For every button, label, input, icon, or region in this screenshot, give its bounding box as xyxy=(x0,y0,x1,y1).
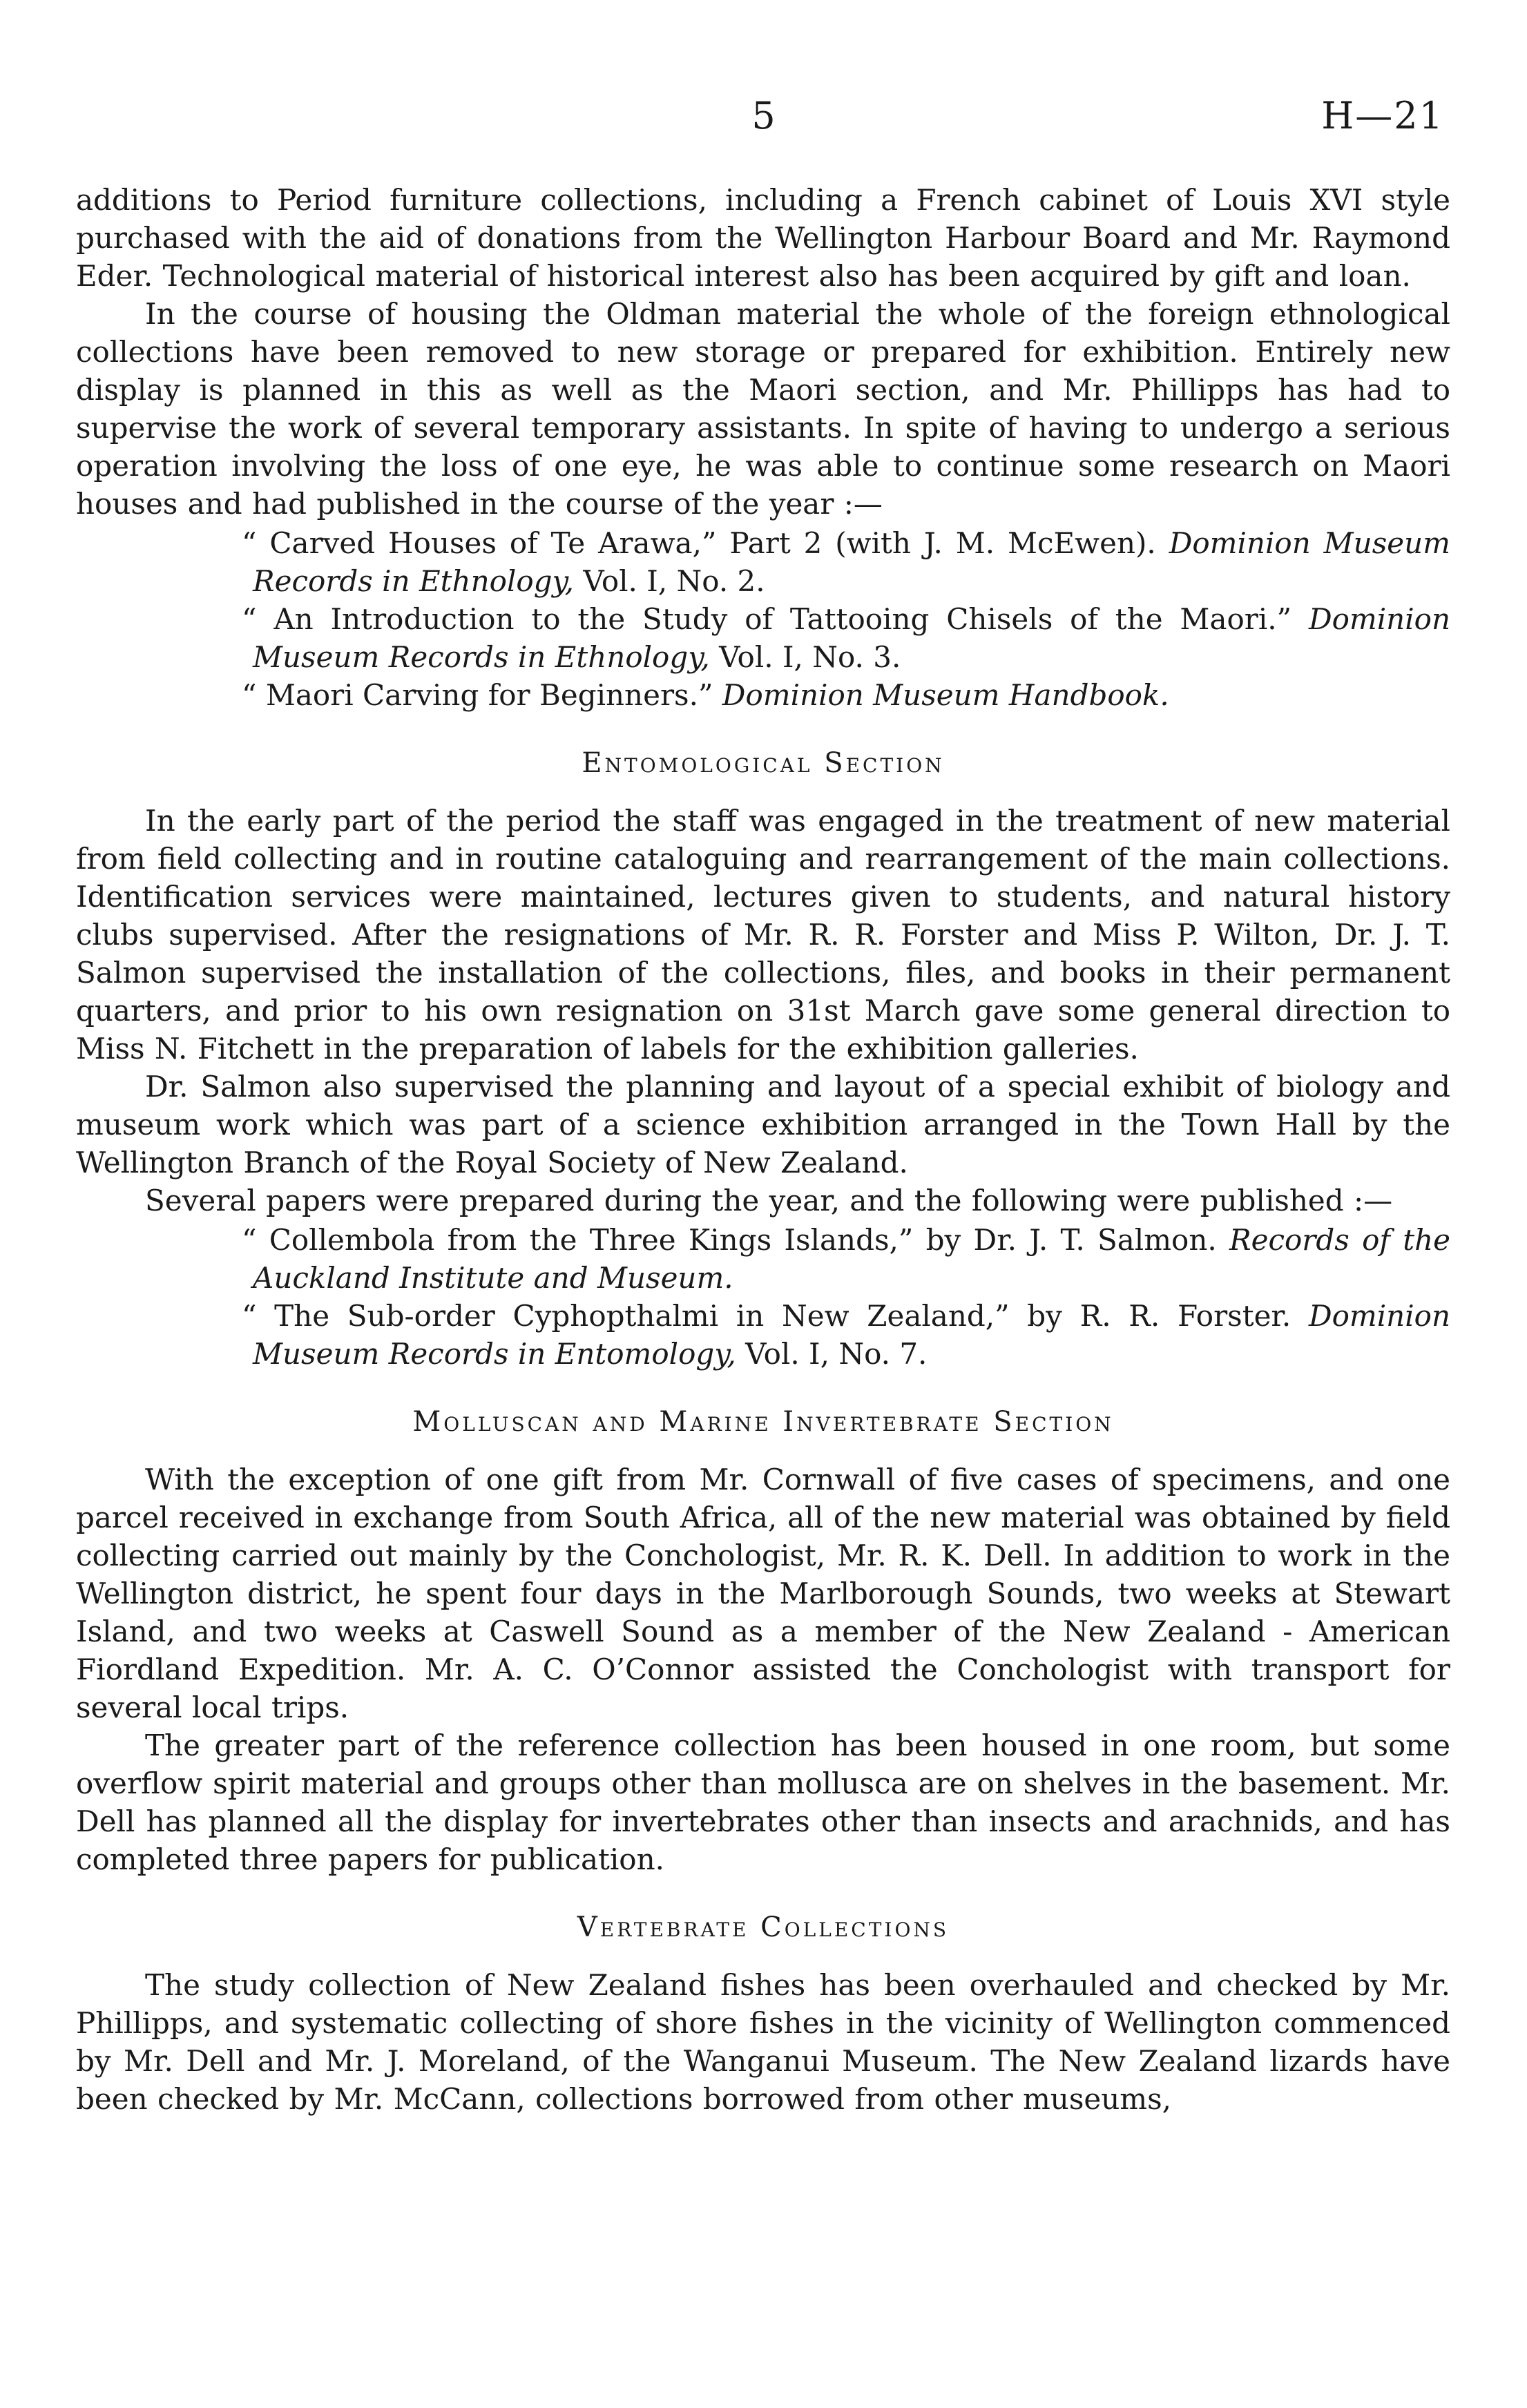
report-code: H—21 xyxy=(1321,94,1444,137)
molluscan-paragraph-1: With the exception of one gift from Mr. Cornwall of five cases of specimens, and one parcel received in exchange from South Africa, all of the new material was obtained by field collecting carried out mainly by the Conchologist, Mr. R. K. Dell. In addition to work in the Wellington district, he spent four days in the Marlborough Sounds, two weeks at Stewart Island, and two weeks at Caswell Sound as a member of the New Zealand - American Fiordland Expedition. Mr. A. C. O’Connor assisted the Conchologist with transport for several local trips. xyxy=(76,1463,1450,1724)
section-heading-entomological: Entomological Section xyxy=(582,747,945,779)
vertebrate-paragraph-1: The study collection of New Zealand fishes has been overhauled and checked by Mr. Phillipps, and systematic collecting of shore fishes in the vicinity of Wellington commenced by Mr. Dell and Mr. J. Moreland, of the Wanganui Museum. The New Zealand lizards have been checked by Mr. McCann, collections borrowed from other museums, xyxy=(76,1968,1450,2116)
publication-item: “ The Sub-order Cyphopthalmi in New Zealand,” by R. R. Forster. Dominion Museum Records in Entomology, Vol. I, No. 7. xyxy=(242,1299,1450,1371)
page-header xyxy=(76,88,1451,144)
page-number: 5 xyxy=(751,94,776,137)
entomological-paragraph-2: Dr. Salmon also supervised the planning and layout of a special exhibit of biology and museum work which was part of a science exhibition arranged in the Town Hall by the Wellington Branch of the Royal Society of New Zealand. xyxy=(76,1070,1450,1179)
entomological-paragraph-1: In the early part of the period the staff was engaged in the treatment of new material from field collecting and in routine cataloguing and rearrangement of the main collections. Identification services were maintained, lectures given to students, and natural history clubs supervised. After the resignations of Mr. R. R. Forster and Miss P. Wilton, Dr. J. T. Salmon supervised the installation of the collections, files, and books in their permanent quarters, and prior to his own resignation on 31st March gave some general direction to Miss N. Fitchett in the preparation of labels for the exhibition galleries. xyxy=(76,804,1450,1066)
molluscan-paragraph-2: The greater part of the reference collection has been housed in one room, but some overflow spirit material and groups other than mollusca are on shelves in the basement. Mr. Dell has planned all the display for invertebrates other than insects and arachnids, and has completed three papers for publication. xyxy=(76,1728,1450,1876)
intro-paragraph-1: additions to Period furniture collections, including a French cabinet of Louis XVI style purchased with the aid of donations from the Wellington Harbour Board and Mr. Raymond Eder. Technological material of historical interest also has been acquired by gift and loan. xyxy=(76,183,1450,293)
entomological-paragraph-3: Several papers were prepared during the year, and the following were published :— xyxy=(145,1184,1393,1217)
publication-item: “ An Introduction to the Study of Tattooing Chisels of the Maori.” Dominion Museum Records in Ethnology, Vol. I, No. 3. xyxy=(242,602,1450,674)
publication-item: “ Maori Carving for Beginners.” Dominion Museum Handbook. xyxy=(242,678,1169,712)
document-body xyxy=(76,181,1450,2118)
publication-item: “ Collembola from the Three Kings Islands,” by Dr. J. T. Salmon. Records of the Auckland Institute and Museum. xyxy=(242,1223,1450,1295)
intro-publication-list xyxy=(76,524,1450,714)
publication-item: “ Carved Houses of Te Arawa,” Part 2 (with J. M. McEwen). Dominion Museum Records in Ethnology, Vol. I, No. 2. xyxy=(242,526,1450,598)
entomological-publication-list xyxy=(76,1221,1450,1373)
intro-paragraph-2: In the course of housing the Oldman material the whole of the foreign ethnological collections have been removed to new storage or prepared for exhibition. Entirely new display is planned in this as well as the Maori section, and Mr. Phillipps has had to supervise the work of several temporary assistants. In spite of having to undergo a serious operation involving the loss of one eye, he was able to continue some research on Maori houses and had published in the course of the year :— xyxy=(76,297,1450,521)
section-heading-molluscan: Molluscan and Marine Invertebrate Section xyxy=(412,1406,1114,1438)
section-heading-vertebrate: Vertebrate Collections xyxy=(577,1911,950,1943)
